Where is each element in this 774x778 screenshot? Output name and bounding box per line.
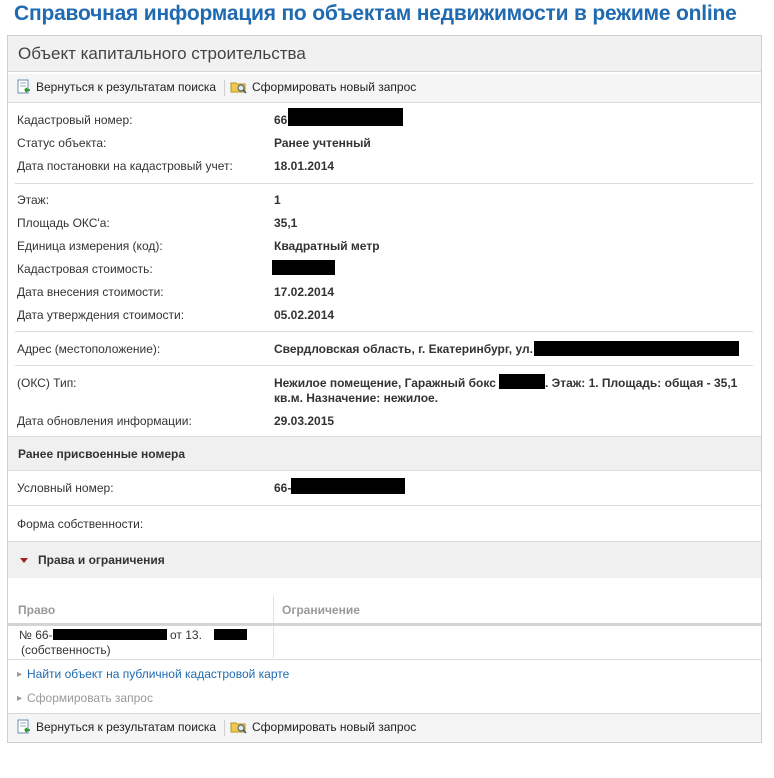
area-label: Площадь ОКС'а: [17, 216, 110, 230]
previous-numbers-title: Ранее присвоенные номера [18, 447, 186, 461]
folder-search-icon [230, 79, 248, 95]
floor-label: Этаж: [17, 193, 50, 207]
type-value-part2: . Этаж: 1. Площадь: общая - 35,1 [545, 376, 738, 390]
chevron-right-icon: ▸ [17, 669, 23, 680]
back-document-icon [16, 719, 32, 735]
cadastral-cost-label: Кадастровая стоимость: [17, 262, 153, 276]
divider [15, 365, 753, 366]
restriction-column-header: Ограничение [282, 603, 360, 617]
expand-arrow-icon [20, 558, 28, 563]
cost-entry-date-value: 17.02.2014 [274, 285, 335, 299]
right-number-prefix: № 66- [19, 628, 53, 642]
folder-search-icon [230, 719, 248, 735]
cost-entry-date-label: Дата внесения стоимости: [17, 285, 164, 299]
object-panel [7, 35, 762, 743]
address-label: Адрес (местоположение): [17, 342, 161, 356]
right-date-prefix: от 13. [170, 628, 202, 642]
conditional-number-label: Условный номер: [17, 481, 114, 495]
redaction-block [288, 108, 403, 126]
redaction-block [272, 260, 335, 275]
panel-title: Объект капитального строительства [18, 44, 306, 63]
update-date-value: 29.03.2015 [274, 414, 335, 428]
divider [8, 505, 761, 506]
rights-section-title: Права и ограничения [38, 553, 165, 567]
address-value: Свердловская область, г. Екатеринбург, ул. [274, 342, 533, 356]
divider [15, 183, 753, 184]
panel-header [8, 36, 761, 72]
back-to-results-label: Вернуться к результатам поиска [36, 720, 217, 734]
cost-approval-date-label: Дата утверждения стоимости: [17, 308, 185, 322]
status-label: Статус объекта: [17, 136, 107, 150]
area-value: 35,1 [274, 216, 298, 230]
page-title: Справочная информация по объектам недвижимости в режиме online [14, 2, 737, 25]
ownership-form-label: Форма собственности: [17, 517, 144, 531]
type-value-line2: кв.м. Назначение: нежилое. [274, 391, 439, 405]
new-request-label: Сформировать новый запрос [252, 720, 417, 734]
new-request-label: Сформировать новый запрос [252, 80, 417, 94]
make-request-link[interactable]: Сформировать запрос [27, 691, 153, 705]
back-to-results-button[interactable] [16, 79, 216, 95]
cadastral-number-label: Кадастровый номер: [17, 113, 133, 127]
toolbar-divider [224, 720, 225, 736]
table-header-rule [8, 623, 761, 626]
previous-numbers-header [8, 436, 761, 471]
type-value-part1: Нежилое помещение, Гаражный бокс [274, 376, 496, 390]
cadastral-number-value: 66 [274, 113, 288, 127]
floor-value: 1 [274, 193, 281, 207]
toolbar-divider [224, 80, 225, 96]
rights-column-header: Право [18, 603, 56, 617]
divider [8, 659, 761, 660]
bottom-toolbar [8, 713, 761, 742]
chevron-right-icon: ▸ [17, 693, 23, 704]
new-request-button[interactable] [230, 719, 416, 735]
back-to-results-button[interactable] [16, 719, 216, 735]
back-document-icon [16, 79, 32, 95]
divider [15, 331, 753, 332]
redaction-block [214, 629, 247, 640]
cost-approval-date-value: 05.02.2014 [274, 308, 335, 322]
right-type: (собственность) [21, 643, 111, 657]
rights-section-header[interactable] [8, 541, 761, 578]
update-date-label: Дата обновления информации: [17, 414, 192, 428]
unit-value: Квадратный метр [274, 239, 380, 253]
registration-date-value: 18.01.2014 [274, 159, 335, 173]
status-value: Ранее учтенный [274, 136, 371, 150]
top-toolbar [8, 74, 761, 103]
unit-label: Единица измерения (код): [17, 239, 163, 253]
new-request-button[interactable] [230, 79, 416, 95]
redaction-block [499, 374, 545, 389]
conditional-number-value: 66- [274, 481, 292, 495]
type-label: (ОКС) Тип: [17, 376, 77, 390]
find-on-map-link[interactable]: Найти объект на публичной кадастровой карте [27, 667, 290, 681]
registration-date-label: Дата постановки на кадастровый учет: [17, 159, 233, 173]
redaction-block [534, 341, 739, 356]
back-to-results-label: Вернуться к результатам поиска [36, 80, 217, 94]
column-divider [273, 596, 274, 658]
redaction-block [291, 478, 405, 494]
redaction-block [53, 629, 167, 640]
